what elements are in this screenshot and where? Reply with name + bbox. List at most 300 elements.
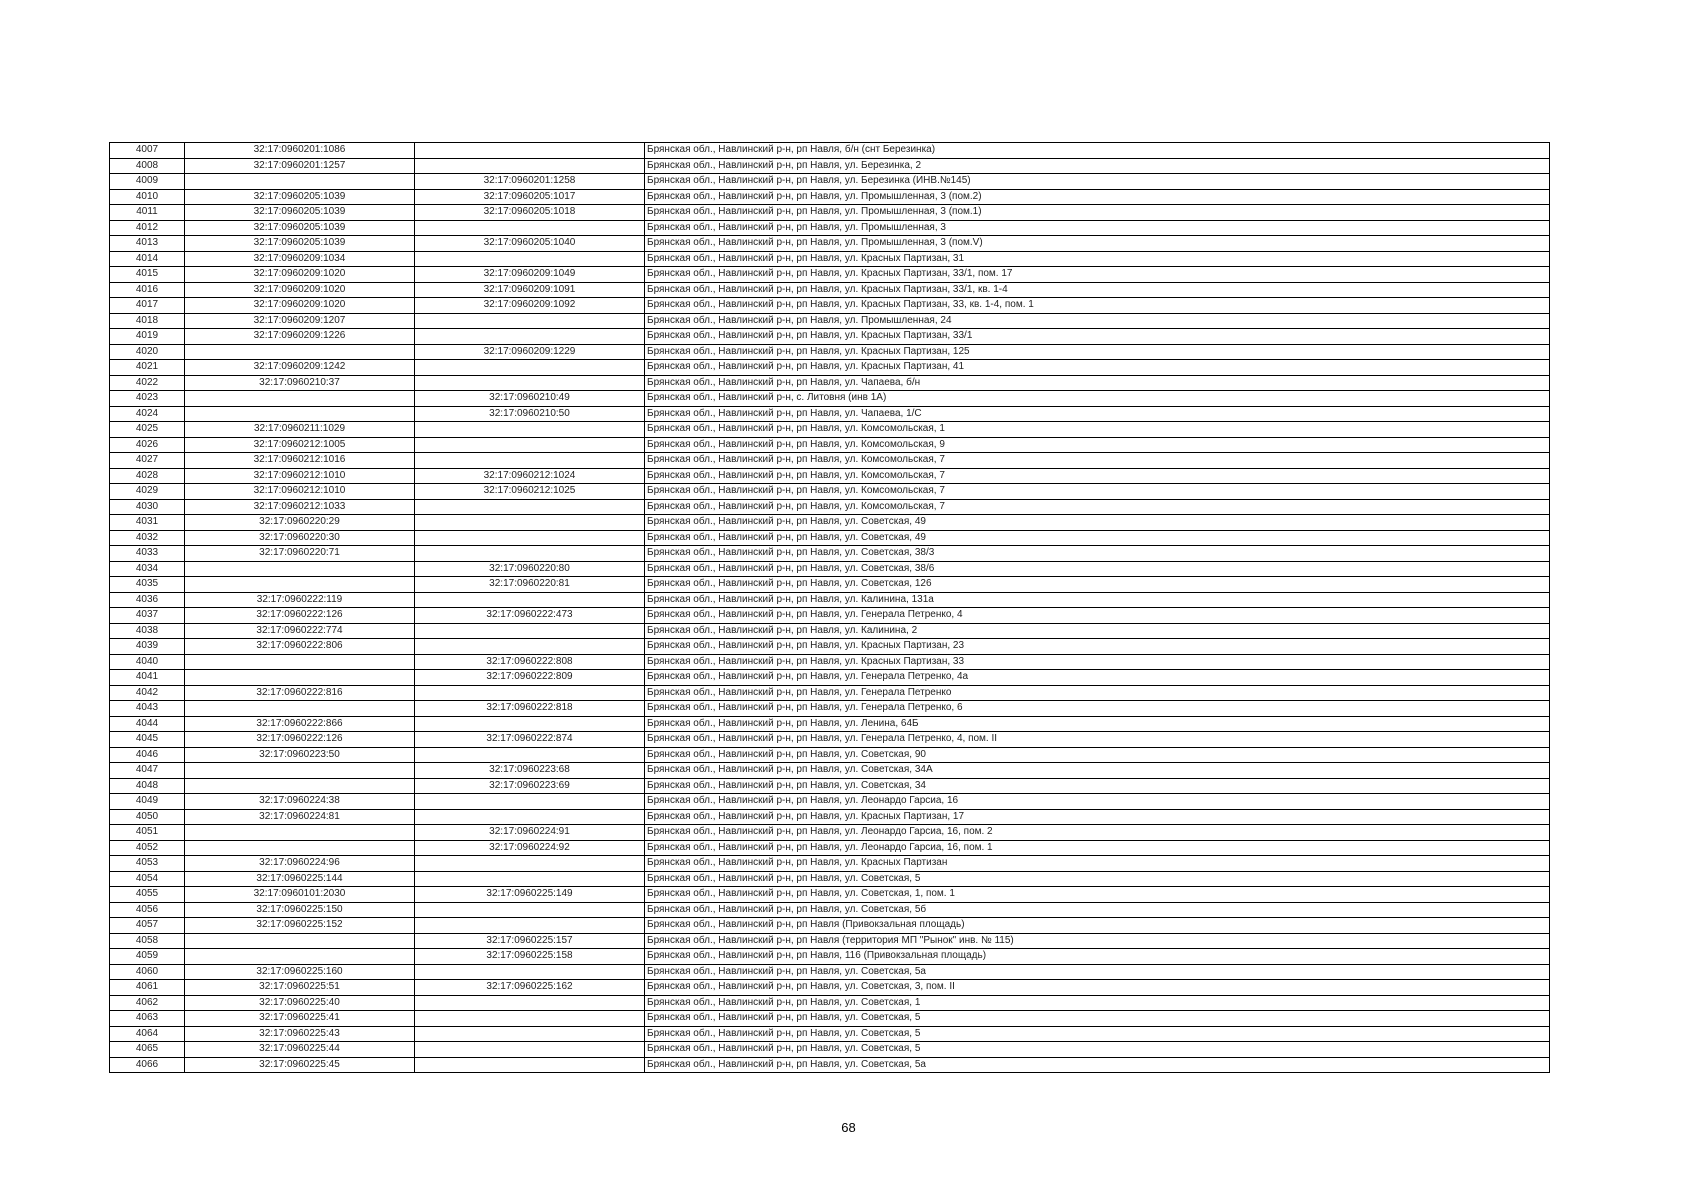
cadastral-number-cell [185, 654, 415, 670]
cadastral-number-cell: 32:17:0960223:50 [185, 747, 415, 763]
table-row [110, 189, 1550, 205]
address-cell: Брянская обл., Навлинский р-н, рп Навля, ул. Березинка (ИНВ.№145) [645, 174, 1550, 190]
cadastral-number-cell: 32:17:0960209:1034 [185, 251, 415, 267]
address-cell: Брянская обл., Навлинский р-н, рп Навля, ул. Генерала Петренко, 4, пом. II [645, 732, 1550, 748]
address-cell: Брянская обл., Навлинский р-н, рп Навля, ул. Красных Партизан, 23 [645, 639, 1550, 655]
table-row [110, 484, 1550, 500]
cadastral-number-cell: 32:17:0960222:119 [185, 592, 415, 608]
address-cell: Брянская обл., Навлинский р-н, рп Навля, ул. Красных Партизан, 33/1 [645, 329, 1550, 345]
related-cadastral-number-cell [415, 1042, 645, 1058]
related-cadastral-number-cell: 32:17:0960209:1049 [415, 267, 645, 283]
row-number-cell: 4058 [110, 933, 185, 949]
address-cell: Брянская обл., Навлинский р-н, рп Навля, ул. Советская, 38/3 [645, 546, 1550, 562]
table-row [110, 933, 1550, 949]
address-cell: Брянская обл., Навлинский р-н, рп Навля, ул. Красных Партизан, 41 [645, 360, 1550, 376]
related-cadastral-number-cell [415, 902, 645, 918]
address-cell: Брянская обл., Навлинский р-н, рп Навля, ул. Советская, 5а [645, 1057, 1550, 1073]
table-row [110, 902, 1550, 918]
related-cadastral-number-cell: 32:17:0960222:809 [415, 670, 645, 686]
table-row [110, 313, 1550, 329]
row-number-cell: 4053 [110, 856, 185, 872]
row-number-cell: 4029 [110, 484, 185, 500]
row-number-cell: 4066 [110, 1057, 185, 1073]
row-number-cell: 4038 [110, 623, 185, 639]
row-number-cell: 4047 [110, 763, 185, 779]
row-number-cell: 4033 [110, 546, 185, 562]
address-cell: Брянская обл., Навлинский р-н, рп Навля, ул. Комсомольская, 7 [645, 453, 1550, 469]
address-cell: Брянская обл., Навлинский р-н, рп Навля, ул. Комсомольская, 7 [645, 499, 1550, 515]
row-number-cell: 4022 [110, 375, 185, 391]
row-number-cell: 4021 [110, 360, 185, 376]
cadastral-number-cell: 32:17:0960205:1039 [185, 220, 415, 236]
cadastral-number-cell: 32:17:0960225:40 [185, 995, 415, 1011]
address-cell: Брянская обл., Навлинский р-н, рп Навля, ул. Советская, 34 [645, 778, 1550, 794]
table-row [110, 670, 1550, 686]
related-cadastral-number-cell: 32:17:0960223:68 [415, 763, 645, 779]
address-cell: Брянская обл., Навлинский р-н, рп Навля, ул. Красных Партизан, 33 [645, 654, 1550, 670]
related-cadastral-number-cell [415, 716, 645, 732]
address-cell: Брянская обл., Навлинский р-н, рп Навля, ул. Красных Партизан [645, 856, 1550, 872]
table-row [110, 1011, 1550, 1027]
related-cadastral-number-cell [415, 143, 645, 159]
cadastral-number-cell: 32:17:0960225:150 [185, 902, 415, 918]
related-cadastral-number-cell [415, 995, 645, 1011]
address-cell: Брянская обл., Навлинский р-н, рп Навля, ул. Красных Партизан, 125 [645, 344, 1550, 360]
related-cadastral-number-cell [415, 375, 645, 391]
table-row [110, 437, 1550, 453]
row-number-cell: 4063 [110, 1011, 185, 1027]
table-row [110, 608, 1550, 624]
address-cell: Брянская обл., Навлинский р-н, рп Навля, ул. Комсомольская, 7 [645, 484, 1550, 500]
related-cadastral-number-cell: 32:17:0960209:1229 [415, 344, 645, 360]
related-cadastral-number-cell [415, 871, 645, 887]
row-number-cell: 4052 [110, 840, 185, 856]
related-cadastral-number-cell [415, 158, 645, 174]
related-cadastral-number-cell [415, 251, 645, 267]
address-cell: Брянская обл., Навлинский р-н, рп Навля, ул. Березинка, 2 [645, 158, 1550, 174]
table-row [110, 980, 1550, 996]
table-row [110, 406, 1550, 422]
related-cadastral-number-cell: 32:17:0960222:808 [415, 654, 645, 670]
table-row [110, 422, 1550, 438]
cadastral-number-cell: 32:17:0960212:1010 [185, 484, 415, 500]
related-cadastral-number-cell: 32:17:0960223:69 [415, 778, 645, 794]
address-cell: Брянская обл., Навлинский р-н, рп Навля, ул. Комсомольская, 9 [645, 437, 1550, 453]
table-row [110, 236, 1550, 252]
address-cell: Брянская обл., Навлинский р-н, рп Навля, ул. Советская, 5 [645, 1026, 1550, 1042]
related-cadastral-number-cell: 32:17:0960224:91 [415, 825, 645, 841]
cadastral-number-cell: 32:17:0960212:1005 [185, 437, 415, 453]
cadastral-number-cell: 32:17:0960209:1020 [185, 298, 415, 314]
table-row [110, 887, 1550, 903]
related-cadastral-number-cell [415, 453, 645, 469]
row-number-cell: 4010 [110, 189, 185, 205]
related-cadastral-number-cell [415, 918, 645, 934]
table-row [110, 453, 1550, 469]
table-row [110, 468, 1550, 484]
row-number-cell: 4061 [110, 980, 185, 996]
address-cell: Брянская обл., Навлинский р-н, рп Навля, ул. Генерала Петренко, 4а [645, 670, 1550, 686]
row-number-cell: 4056 [110, 902, 185, 918]
cadastral-number-cell: 32:17:0960225:44 [185, 1042, 415, 1058]
table-row [110, 871, 1550, 887]
related-cadastral-number-cell: 32:17:0960205:1017 [415, 189, 645, 205]
row-number-cell: 4043 [110, 701, 185, 717]
cadastral-number-cell: 32:17:0960205:1039 [185, 236, 415, 252]
table-row [110, 701, 1550, 717]
row-number-cell: 4028 [110, 468, 185, 484]
address-cell: Брянская обл., Навлинский р-н, рп Навля, ул. Ленина, 64Б [645, 716, 1550, 732]
address-cell: Брянская обл., Навлинский р-н, рп Навля, ул. Советская, 5б [645, 902, 1550, 918]
related-cadastral-number-cell [415, 1057, 645, 1073]
row-number-cell: 4062 [110, 995, 185, 1011]
table-row [110, 515, 1550, 531]
related-cadastral-number-cell: 32:17:0960222:818 [415, 701, 645, 717]
cadastral-number-cell: 32:17:0960209:1226 [185, 329, 415, 345]
row-number-cell: 4045 [110, 732, 185, 748]
cadastral-number-cell: 32:17:0960210:37 [185, 375, 415, 391]
related-cadastral-number-cell [415, 1011, 645, 1027]
related-cadastral-number-cell [415, 623, 645, 639]
address-cell: Брянская обл., Навлинский р-н, рп Навля, 116 (Привокзальная площадь) [645, 949, 1550, 965]
row-number-cell: 4048 [110, 778, 185, 794]
related-cadastral-number-cell: 32:17:0960225:149 [415, 887, 645, 903]
related-cadastral-number-cell [415, 313, 645, 329]
cadastral-number-cell [185, 391, 415, 407]
table-row [110, 205, 1550, 221]
related-cadastral-number-cell [415, 794, 645, 810]
related-cadastral-number-cell [415, 499, 645, 515]
related-cadastral-number-cell: 32:17:0960210:49 [415, 391, 645, 407]
table-row [110, 794, 1550, 810]
row-number-cell: 4032 [110, 530, 185, 546]
cadastral-number-cell [185, 933, 415, 949]
cadastral-number-cell: 32:17:0960211:1029 [185, 422, 415, 438]
related-cadastral-number-cell [415, 220, 645, 236]
table-row [110, 220, 1550, 236]
address-cell: Брянская обл., Навлинский р-н, рп Навля, ул. Красных Партизан, 31 [645, 251, 1550, 267]
cadastral-number-cell: 32:17:0960224:96 [185, 856, 415, 872]
related-cadastral-number-cell [415, 639, 645, 655]
table-body [110, 143, 1550, 1073]
address-cell: Брянская обл., Навлинский р-н, рп Навля, ул. Промышленная, 3 [645, 220, 1550, 236]
address-cell: Брянская обл., Навлинский р-н, рп Навля, ул. Советская, 1, пом. 1 [645, 887, 1550, 903]
cadastral-number-cell: 32:17:0960224:81 [185, 809, 415, 825]
related-cadastral-number-cell: 32:17:0960212:1025 [415, 484, 645, 500]
row-number-cell: 4064 [110, 1026, 185, 1042]
table-row [110, 375, 1550, 391]
cadastral-number-cell: 32:17:0960220:71 [185, 546, 415, 562]
related-cadastral-number-cell: 32:17:0960210:50 [415, 406, 645, 422]
table-row [110, 174, 1550, 190]
address-cell: Брянская обл., Навлинский р-н, рп Навля, ул. Генерала Петренко [645, 685, 1550, 701]
row-number-cell: 4051 [110, 825, 185, 841]
address-cell: Брянская обл., Навлинский р-н, рп Навля, ул. Генерала Петренко, 6 [645, 701, 1550, 717]
related-cadastral-number-cell: 32:17:0960222:473 [415, 608, 645, 624]
cadastral-number-cell: 32:17:0960201:1257 [185, 158, 415, 174]
cadastral-number-cell [185, 825, 415, 841]
row-number-cell: 4018 [110, 313, 185, 329]
related-cadastral-number-cell [415, 437, 645, 453]
table-row [110, 282, 1550, 298]
address-cell: Брянская обл., Навлинский р-н, рп Навля, ул. Генерала Петренко, 4 [645, 608, 1550, 624]
address-cell: Брянская обл., Навлинский р-н, рп Навля, ул. Леонардо Гарсиа, 16, пом. 1 [645, 840, 1550, 856]
related-cadastral-number-cell: 32:17:0960225:162 [415, 980, 645, 996]
row-number-cell: 4041 [110, 670, 185, 686]
cadastral-number-cell [185, 174, 415, 190]
row-number-cell: 4054 [110, 871, 185, 887]
cadastral-number-cell: 32:17:0960222:866 [185, 716, 415, 732]
row-number-cell: 4023 [110, 391, 185, 407]
related-cadastral-number-cell: 32:17:0960225:157 [415, 933, 645, 949]
cadastral-number-cell: 32:17:0960225:152 [185, 918, 415, 934]
address-cell: Брянская обл., Навлинский р-н, рп Навля, ул. Советская, 34А [645, 763, 1550, 779]
address-cell: Брянская обл., Навлинский р-н, рп Навля, ул. Промышленная, 3 (пом.V) [645, 236, 1550, 252]
address-cell: Брянская обл., Навлинский р-н, рп Навля (территория МП "Рынок" инв. № 115) [645, 933, 1550, 949]
cadastral-number-cell: 32:17:0960209:1207 [185, 313, 415, 329]
row-number-cell: 4034 [110, 561, 185, 577]
row-number-cell: 4039 [110, 639, 185, 655]
table-row [110, 778, 1550, 794]
cadastral-number-cell [185, 840, 415, 856]
related-cadastral-number-cell: 32:17:0960205:1040 [415, 236, 645, 252]
table-row [110, 685, 1550, 701]
related-cadastral-number-cell [415, 747, 645, 763]
address-cell: Брянская обл., Навлинский р-н, рп Навля, ул. Советская, 49 [645, 530, 1550, 546]
related-cadastral-number-cell [415, 530, 645, 546]
row-number-cell: 4050 [110, 809, 185, 825]
address-cell: Брянская обл., Навлинский р-н, рп Навля, ул. Советская, 5а [645, 964, 1550, 980]
table-row [110, 732, 1550, 748]
row-number-cell: 4012 [110, 220, 185, 236]
table-row [110, 1057, 1550, 1073]
table-row [110, 825, 1550, 841]
cadastral-number-cell: 32:17:0960209:1242 [185, 360, 415, 376]
table-row [110, 499, 1550, 515]
table-row [110, 918, 1550, 934]
address-cell: Брянская обл., Навлинский р-н, рп Навля, ул. Леонардо Гарсиа, 16 [645, 794, 1550, 810]
row-number-cell: 4014 [110, 251, 185, 267]
related-cadastral-number-cell [415, 422, 645, 438]
row-number-cell: 4016 [110, 282, 185, 298]
address-cell: Брянская обл., Навлинский р-н, рп Навля, ул. Советская, 126 [645, 577, 1550, 593]
related-cadastral-number-cell [415, 964, 645, 980]
cadastral-number-cell: 32:17:0960212:1010 [185, 468, 415, 484]
row-number-cell: 4044 [110, 716, 185, 732]
row-number-cell: 4031 [110, 515, 185, 531]
row-number-cell: 4046 [110, 747, 185, 763]
cadastral-number-cell: 32:17:0960212:1033 [185, 499, 415, 515]
table-row [110, 639, 1550, 655]
address-cell: Брянская обл., Навлинский р-н, рп Навля, ул. Советская, 38/6 [645, 561, 1550, 577]
address-cell: Брянская обл., Навлинский р-н, рп Навля, ул. Советская, 3, пом. II [645, 980, 1550, 996]
cadastral-number-cell: 32:17:0960222:126 [185, 608, 415, 624]
table-row [110, 298, 1550, 314]
related-cadastral-number-cell [415, 515, 645, 531]
address-cell: Брянская обл., Навлинский р-н, рп Навля, ул. Промышленная, 3 (пом.2) [645, 189, 1550, 205]
cadastral-number-cell: 32:17:0960225:45 [185, 1057, 415, 1073]
related-cadastral-number-cell [415, 592, 645, 608]
related-cadastral-number-cell: 32:17:0960201:1258 [415, 174, 645, 190]
cadastral-number-cell [185, 406, 415, 422]
address-cell: Брянская обл., Навлинский р-н, рп Навля, ул. Советская, 5 [645, 871, 1550, 887]
address-cell: Брянская обл., Навлинский р-н, рп Навля, ул. Советская, 5 [645, 1011, 1550, 1027]
related-cadastral-number-cell: 32:17:0960225:158 [415, 949, 645, 965]
related-cadastral-number-cell: 32:17:0960220:81 [415, 577, 645, 593]
row-number-cell: 4027 [110, 453, 185, 469]
address-cell: Брянская обл., Навлинский р-н, рп Навля, ул. Калинина, 131а [645, 592, 1550, 608]
cadastral-number-cell: 32:17:0960212:1016 [185, 453, 415, 469]
table-row [110, 747, 1550, 763]
cadastral-table [109, 142, 1550, 1073]
table-row [110, 267, 1550, 283]
table-row [110, 763, 1550, 779]
cadastral-number-cell: 32:17:0960225:144 [185, 871, 415, 887]
cadastral-number-cell: 32:17:0960222:806 [185, 639, 415, 655]
related-cadastral-number-cell [415, 809, 645, 825]
row-number-cell: 4035 [110, 577, 185, 593]
related-cadastral-number-cell: 32:17:0960209:1091 [415, 282, 645, 298]
table-row [110, 654, 1550, 670]
related-cadastral-number-cell [415, 1026, 645, 1042]
address-cell: Брянская обл., Навлинский р-н, рп Навля, б/н (снт Березинка) [645, 143, 1550, 159]
address-cell: Брянская обл., Навлинский р-н, рп Навля (Привокзальная площадь) [645, 918, 1550, 934]
row-number-cell: 4055 [110, 887, 185, 903]
cadastral-number-cell [185, 344, 415, 360]
row-number-cell: 4059 [110, 949, 185, 965]
related-cadastral-number-cell: 32:17:0960220:80 [415, 561, 645, 577]
row-number-cell: 4020 [110, 344, 185, 360]
address-cell: Брянская обл., Навлинский р-н, рп Навля, ул. Промышленная, 24 [645, 313, 1550, 329]
cadastral-number-cell: 32:17:0960225:160 [185, 964, 415, 980]
row-number-cell: 4024 [110, 406, 185, 422]
table-row [110, 329, 1550, 345]
related-cadastral-number-cell [415, 856, 645, 872]
address-cell: Брянская обл., Навлинский р-н, рп Навля, ул. Комсомольская, 7 [645, 468, 1550, 484]
table-row [110, 964, 1550, 980]
cadastral-number-cell: 32:17:0960225:41 [185, 1011, 415, 1027]
table-row [110, 856, 1550, 872]
related-cadastral-number-cell [415, 329, 645, 345]
cadastral-number-cell: 32:17:0960209:1020 [185, 267, 415, 283]
row-number-cell: 4026 [110, 437, 185, 453]
table-row [110, 158, 1550, 174]
row-number-cell: 4025 [110, 422, 185, 438]
related-cadastral-number-cell: 32:17:0960209:1092 [415, 298, 645, 314]
row-number-cell: 4007 [110, 143, 185, 159]
table-row [110, 716, 1550, 732]
cadastral-number-cell: 32:17:0960222:816 [185, 685, 415, 701]
table-row [110, 143, 1550, 159]
row-number-cell: 4011 [110, 205, 185, 221]
cadastral-number-cell: 32:17:0960205:1039 [185, 189, 415, 205]
address-cell: Брянская обл., Навлинский р-н, рп Навля, ул. Красных Партизан, 17 [645, 809, 1550, 825]
cadastral-number-cell: 32:17:0960225:43 [185, 1026, 415, 1042]
cadastral-number-cell: 32:17:0960209:1020 [185, 282, 415, 298]
address-cell: Брянская обл., Навлинский р-н, с. Литовня (инв 1А) [645, 391, 1550, 407]
table-row [110, 995, 1550, 1011]
row-number-cell: 4060 [110, 964, 185, 980]
cadastral-number-cell: 32:17:0960220:29 [185, 515, 415, 531]
cadastral-number-cell [185, 949, 415, 965]
page-number: 68 [841, 1120, 856, 1135]
row-number-cell: 4042 [110, 685, 185, 701]
address-cell: Брянская обл., Навлинский р-н, рп Навля, ул. Красных Партизан, 33/1, пом. 17 [645, 267, 1550, 283]
related-cadastral-number-cell [415, 360, 645, 376]
related-cadastral-number-cell [415, 685, 645, 701]
table-row [110, 577, 1550, 593]
related-cadastral-number-cell: 32:17:0960212:1024 [415, 468, 645, 484]
cadastral-number-cell [185, 778, 415, 794]
table-row [110, 360, 1550, 376]
table-row [110, 840, 1550, 856]
address-cell: Брянская обл., Навлинский р-н, рп Навля, ул. Комсомольская, 1 [645, 422, 1550, 438]
table-row [110, 391, 1550, 407]
cadastral-number-cell [185, 670, 415, 686]
row-number-cell: 4015 [110, 267, 185, 283]
row-number-cell: 4017 [110, 298, 185, 314]
cadastral-number-cell: 32:17:0960225:51 [185, 980, 415, 996]
table-row [110, 546, 1550, 562]
table-row [110, 623, 1550, 639]
cadastral-number-cell [185, 577, 415, 593]
address-cell: Брянская обл., Навлинский р-н, рп Навля, ул. Красных Партизан, 33/1, кв. 1-4 [645, 282, 1550, 298]
address-cell: Брянская обл., Навлинский р-н, рп Навля, ул. Леонардо Гарсиа, 16, пом. 2 [645, 825, 1550, 841]
row-number-cell: 4036 [110, 592, 185, 608]
related-cadastral-number-cell: 32:17:0960222:874 [415, 732, 645, 748]
table-row [110, 530, 1550, 546]
cadastral-number-cell: 32:17:0960222:126 [185, 732, 415, 748]
row-number-cell: 4019 [110, 329, 185, 345]
table-row [110, 1026, 1550, 1042]
table-row [110, 561, 1550, 577]
address-cell: Брянская обл., Навлинский р-н, рп Навля, ул. Калинина, 2 [645, 623, 1550, 639]
related-cadastral-number-cell: 32:17:0960224:92 [415, 840, 645, 856]
related-cadastral-number-cell [415, 546, 645, 562]
address-cell: Брянская обл., Навлинский р-н, рп Навля, ул. Промышленная, 3 (пом.1) [645, 205, 1550, 221]
table-row [110, 949, 1550, 965]
cadastral-number-cell [185, 561, 415, 577]
table-row [110, 809, 1550, 825]
row-number-cell: 4040 [110, 654, 185, 670]
address-cell: Брянская обл., Навлинский р-н, рп Навля, ул. Чапаева, 1/С [645, 406, 1550, 422]
cadastral-number-cell [185, 763, 415, 779]
cadastral-number-cell: 32:17:0960101:2030 [185, 887, 415, 903]
row-number-cell: 4009 [110, 174, 185, 190]
address-cell: Брянская обл., Навлинский р-н, рп Навля, ул. Красных Партизан, 33, кв. 1-4, пом. 1 [645, 298, 1550, 314]
cadastral-number-cell [185, 701, 415, 717]
row-number-cell: 4013 [110, 236, 185, 252]
row-number-cell: 4065 [110, 1042, 185, 1058]
address-cell: Брянская обл., Навлинский р-н, рп Навля, ул. Чапаева, б/н [645, 375, 1550, 391]
row-number-cell: 4049 [110, 794, 185, 810]
address-cell: Брянская обл., Навлинский р-н, рп Навля, ул. Советская, 5 [645, 1042, 1550, 1058]
cadastral-number-cell: 32:17:0960222:774 [185, 623, 415, 639]
table-row [110, 592, 1550, 608]
table-row [110, 251, 1550, 267]
cadastral-number-cell: 32:17:0960220:30 [185, 530, 415, 546]
cadastral-number-cell: 32:17:0960201:1086 [185, 143, 415, 159]
address-cell: Брянская обл., Навлинский р-н, рп Навля, ул. Советская, 49 [645, 515, 1550, 531]
table-row [110, 1042, 1550, 1058]
row-number-cell: 4008 [110, 158, 185, 174]
table-row [110, 344, 1550, 360]
cadastral-number-cell: 32:17:0960224:38 [185, 794, 415, 810]
address-cell: Брянская обл., Навлинский р-н, рп Навля, ул. Советская, 1 [645, 995, 1550, 1011]
cadastral-number-cell: 32:17:0960205:1039 [185, 205, 415, 221]
related-cadastral-number-cell: 32:17:0960205:1018 [415, 205, 645, 221]
row-number-cell: 4057 [110, 918, 185, 934]
